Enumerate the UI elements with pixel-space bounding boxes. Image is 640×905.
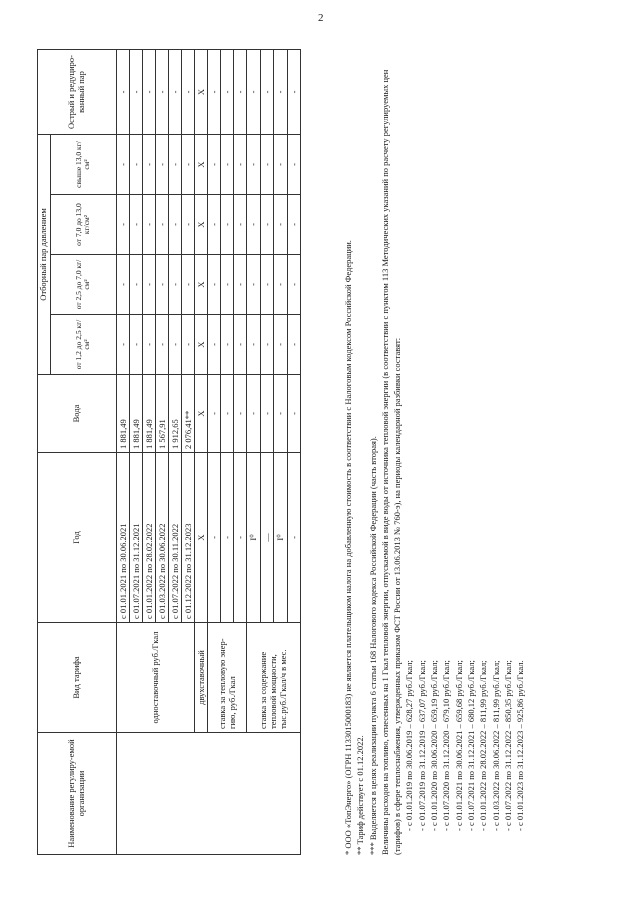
dash-cell: -	[207, 49, 220, 134]
dash-cell: -	[287, 195, 300, 255]
footnote: *** Выделяется в целях реализации пункта 6 статьи 168 Налогового кодекса Российской Федерации (часть вторая).	[367, 436, 378, 855]
x-cell: X	[194, 375, 207, 453]
footnote: ** Тариф действует с 01.12.2022.	[355, 735, 366, 855]
fuel-cost-item: - с 01.07.2021 по 31.12.2021 – 680,12 руб./Гкал;	[465, 660, 476, 831]
page-number: 2	[318, 12, 324, 24]
dash-cell: -	[273, 255, 287, 315]
steam-cell: -	[168, 315, 181, 375]
single-rate-label: одноставочный руб./Гкал	[116, 623, 194, 733]
header-org: Наименование регулиру-емой организации	[38, 733, 117, 855]
steam-cell: -	[116, 255, 129, 315]
dash-cell: -	[287, 453, 300, 623]
steam-cell: -	[129, 134, 142, 194]
dash-cell: -	[233, 375, 246, 453]
steam-cell: -	[142, 195, 155, 255]
steam-cell: -	[129, 255, 142, 315]
steam-cell: -	[155, 255, 168, 315]
dash-cell: -	[207, 134, 220, 194]
dash-cell: -	[260, 375, 273, 453]
dash-cell: -	[287, 315, 300, 375]
mark-cell: I⁰	[273, 453, 287, 623]
fuel-cost-item: - с 01.01.2021 по 30.06.2021 – 659,68 руб./Гкал;	[453, 660, 464, 831]
water-cell: 1 881,49	[116, 375, 129, 453]
fuel-cost-item: - с 01.01.2022 по 28.02.2022 – 811,99 руб./Гкал;	[478, 660, 489, 831]
dash-cell: -	[220, 453, 233, 623]
dash-cell: -	[287, 375, 300, 453]
period-cell: с 01.01.2022 по 28.02.2022	[142, 453, 155, 623]
steam-cell: -	[155, 49, 168, 134]
dash-cell: -	[287, 134, 300, 194]
steam-cell: -	[142, 315, 155, 375]
x-cell: X	[194, 315, 207, 375]
footnote: * ООО «ТопЭнерго» (ОГРН 1133015000183) не является плательщиком налога на добавленную стоимость в соответствии с Налоговым кодексом Российской Федерации.	[343, 240, 353, 855]
dash-cell: -	[220, 255, 233, 315]
steam-cell: -	[116, 315, 129, 375]
dash-cell: -	[260, 49, 273, 134]
header-year: Год	[38, 453, 117, 623]
dash-cell: -	[233, 453, 246, 623]
steam-cell: -	[181, 315, 194, 375]
dash-cell: -	[220, 375, 233, 453]
dash-cell: -	[220, 49, 233, 134]
dash-cell: -	[260, 315, 273, 375]
steam-cell: -	[129, 49, 142, 134]
steam-cell: -	[181, 49, 194, 134]
dash-cell: -	[246, 195, 260, 255]
steam-cell: -	[168, 134, 181, 194]
fuel-cost-item: - с 01.07.2022 по 31.12.2022 – 850,35 руб./Гкал;	[502, 660, 513, 831]
dash-cell: -	[273, 375, 287, 453]
fuel-cost-item: - с 01.01.2023 по 31.12.2023 – 925,86 руб./Гкал.	[515, 660, 526, 831]
steam-cell: -	[181, 134, 194, 194]
dash-cell: -	[207, 255, 220, 315]
dash-cell: -	[273, 49, 287, 134]
dash-cell: -	[207, 453, 220, 623]
dash-cell: -	[273, 134, 287, 194]
dash-cell: -	[260, 195, 273, 255]
dash-cell: -	[273, 315, 287, 375]
dash-cell: -	[220, 195, 233, 255]
mark-cell: I⁰	[246, 453, 260, 623]
dash-cell: -	[246, 49, 260, 134]
dash-cell: -	[246, 315, 260, 375]
steam-cell: -	[181, 195, 194, 255]
water-cell: 1 912,65	[168, 375, 181, 453]
steam-cell: -	[142, 255, 155, 315]
header-steam-group: Отборный пар давлением	[38, 134, 51, 374]
dash-cell: -	[287, 49, 300, 134]
tariff-table	[37, 49, 301, 855]
x-cell: X	[194, 195, 207, 255]
x-cell: X	[194, 134, 207, 194]
steam-cell: -	[168, 49, 181, 134]
dash-cell: -	[287, 255, 300, 315]
fuel-cost-item: - с 01.07.2020 по 31.12.2020 – 679,10 руб./Гкал;	[441, 660, 452, 831]
steam-cell: -	[181, 255, 194, 315]
footnotes	[342, 50, 526, 855]
steam-cell: -	[129, 195, 142, 255]
water-cell: 1 567,91	[155, 375, 168, 453]
dash-cell: -	[207, 315, 220, 375]
fuel-cost-item: - с 01.01.2020 по 30.06.2020 – 659,19 руб./Гкал;	[429, 660, 440, 831]
steam-cell: -	[155, 195, 168, 255]
header-steam-5: Острый и редуциро-ванный пар	[38, 49, 117, 134]
dash-cell: -	[233, 195, 246, 255]
mark-cell: —	[260, 453, 273, 623]
dash-cell: -	[233, 134, 246, 194]
fuel-cost-item: - с 01.03.2022 по 30.06.2022 – 811,99 руб./Гкал;	[490, 660, 501, 831]
two-rate-label: двухставочный	[194, 623, 207, 733]
steam-cell: -	[116, 134, 129, 194]
header-water: Вода	[38, 375, 117, 453]
x-cell: X	[194, 255, 207, 315]
water-cell: 1 881,49	[129, 375, 142, 453]
org-cell	[116, 733, 300, 855]
dash-cell: -	[273, 195, 287, 255]
steam-cell: -	[155, 315, 168, 375]
header-steam-1: от 1,2 до 2,5 кг/см²	[50, 315, 116, 375]
footnote: Величины расходов на топливо, отнесенных на 1 Гкал тепловой энергии, отпускаемой в виде воды от источника тепловой энергии (в соответствии с пунктом 113 Методических указаний по расчету регулируемых цен (тарифов) в сфере теплоснабжения, утвержденных приказом ФСТ России от 13.06.2013 № 760-э), на периоды календарной разбивки составят:	[379, 69, 403, 855]
steam-cell: -	[155, 134, 168, 194]
dash-cell: -	[246, 255, 260, 315]
steam-cell: -	[168, 255, 181, 315]
x-cell: X	[194, 49, 207, 134]
dash-cell: -	[260, 255, 273, 315]
dash-cell: -	[233, 315, 246, 375]
dash-cell: -	[207, 195, 220, 255]
dash-cell: -	[220, 315, 233, 375]
header-steam-4: свыше 13,0 кг/см²	[50, 134, 116, 194]
period-cell: с 01.07.2021 по 31.12.2021	[129, 453, 142, 623]
dash-cell: -	[207, 375, 220, 453]
header-tariff-type: Вид тарифа	[38, 623, 117, 733]
dash-cell: -	[260, 134, 273, 194]
steam-cell: -	[168, 195, 181, 255]
period-cell: с 01.01.2021 по 30.06.2021	[116, 453, 129, 623]
dash-cell: -	[220, 134, 233, 194]
capacity-rate-label: ставка за содержание тепловой мощности, тыс.руб./Гкал/ч в мес.	[246, 623, 300, 733]
header-steam-3: от 7,0 до 13,0 кг/см²	[50, 195, 116, 255]
dash-cell: -	[233, 49, 246, 134]
steam-cell: -	[129, 315, 142, 375]
dash-cell: -	[246, 375, 260, 453]
period-cell: с 01.07.2022 по 30.11.2022	[168, 453, 181, 623]
header-steam-2: от 2,5 до 7,0 кг/см²	[50, 255, 116, 315]
steam-cell: -	[116, 195, 129, 255]
steam-cell: -	[142, 49, 155, 134]
steam-cell: -	[142, 134, 155, 194]
energy-rate-label: ставка за тепловую энер-гию, руб./Гкал	[207, 623, 246, 733]
fuel-cost-item: - с 01.01.2019 по 30.06.2019 – 628,27 руб./Гкал;	[404, 660, 415, 831]
water-cell: 2 076,41**	[181, 375, 194, 453]
dash-cell: -	[246, 134, 260, 194]
fuel-cost-item: - с 01.07.2019 по 31.12.2019 – 637,07 руб./Гкал;	[416, 660, 427, 831]
steam-cell: -	[116, 49, 129, 134]
period-cell: с 01.12.2022 по 31.12.2023	[181, 453, 194, 623]
period-cell: с 01.03.2022 по 30.06.2022	[155, 453, 168, 623]
x-cell: X	[194, 453, 207, 623]
dash-cell: -	[233, 255, 246, 315]
water-cell: 1 881,49	[142, 375, 155, 453]
